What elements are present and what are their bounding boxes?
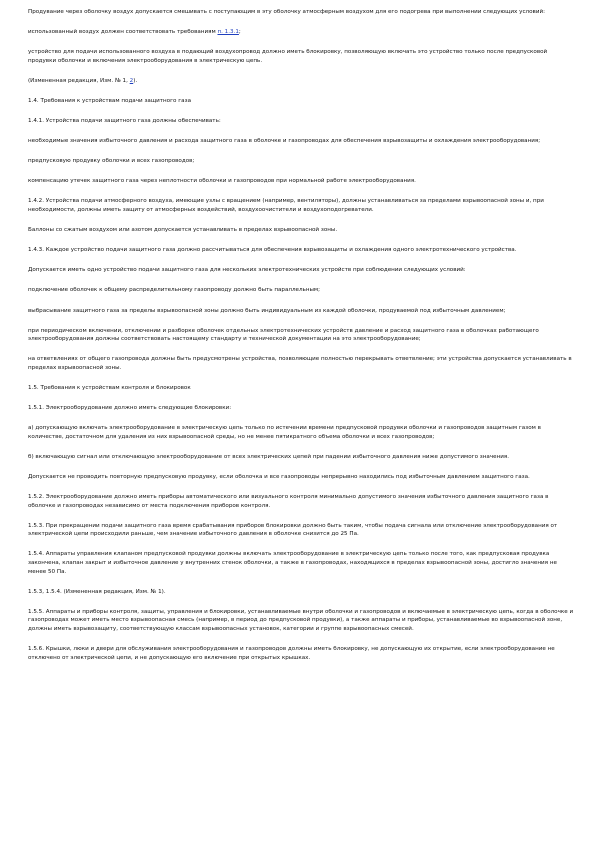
paragraph <box>28 157 576 166</box>
paragraph <box>28 608 576 634</box>
paragraph-text: 1.5.2. Электрооборудование должно иметь приборы автоматического или визуального контроля минимально допустимого значения избыточного давления защитного газа в оболочке и газопроводах независимо от места подключения приборов контроля. <box>28 494 549 509</box>
paragraph <box>28 28 576 37</box>
paragraph <box>28 77 576 86</box>
paragraph <box>28 473 576 482</box>
paragraph-text: 1.5.3, 1.5.4. (Измененная редакция, Изм. № 1). <box>28 588 166 595</box>
paragraph <box>28 246 576 255</box>
paragraph-text: необходимые значения избыточного давления и расхода защитного газа в оболочке и газопроводах для обеспечения взрывозащиты и охлаждения электрооборудования; <box>28 138 541 145</box>
paragraph-text: предпусковую продувку оболочки и всех газопроводов; <box>28 158 195 165</box>
paragraph <box>28 493 576 510</box>
paragraph <box>28 307 576 316</box>
paragraph-text: 1.5. Требования к устройствам контроля и блокировок <box>28 384 191 391</box>
paragraph-text: 1.5.6. Крышки, люки и двери для обслуживания электрооборудования и газопроводов должны иметь блокировку, не допускающую их открытие, если электрооборудование не отключено от электрической цепи, и не допускающую его включение при открытых крышках. <box>28 646 555 661</box>
paragraph-text: 1.4. Требования к устройствам подачи защитного газа <box>28 97 192 104</box>
paragraph <box>28 117 576 126</box>
paragraph <box>28 177 576 186</box>
paragraph <box>28 424 576 441</box>
paragraph <box>28 327 576 344</box>
paragraph-text: использованный воздух должен соответствовать требованиям <box>28 29 218 36</box>
paragraph-text: ; <box>238 29 241 36</box>
paragraph <box>28 355 576 372</box>
paragraph <box>28 522 576 539</box>
paragraph-text: (Измененная редакция, Изм. № 1, <box>28 77 130 84</box>
paragraph-text: 1.5.4. Аппараты управления клапаном предпусковой продувки должны включать электрооборудование в электрическую цепь только после того, как предпусковая продувка закончена, клапан закрыт и избыточное давление у внутренних стенок оболочки, а также в газопроводах, находящихся в пределах взрывоопасной зоны, достигло значения не менее 50 Па. <box>28 551 557 575</box>
paragraph <box>28 97 576 106</box>
paragraph-text: 1.4.3. Каждое устройство подачи защитного газа должно рассчитываться для обеспечения взрывозащиты и охлаждения одного электротехнического устройства. <box>28 247 517 254</box>
paragraph-text: выбрасывание защитного газа за пределы взрывоопасной зоны должно быть индивидуальным из каждой оболочки, продуваемой под избыточным давлением; <box>28 307 506 314</box>
paragraph <box>28 48 576 65</box>
paragraph <box>28 384 576 393</box>
paragraph-text: подключение оболочек к общему распределительному газопроводу должно быть параллельным; <box>28 287 321 294</box>
paragraph-text: б) включающую сигнал или отключающую электрооборудование от всех электрических цепей при падении избыточного давления ниже допустимого значения. <box>28 453 510 460</box>
paragraph-text: компенсацию утечек защитного газа через неплотности оболочки и газопроводов при нормальной работе электрооборудования. <box>28 178 416 185</box>
paragraph <box>28 266 576 275</box>
paragraph-text: а) допускающую включать электрооборудование в электрическую цепь только по истечении времени предпусковой продувки оболочки и газопроводов защитным газом в количестве, достаточном для удаления из них взрывоопасной среды, но не менее пятикратного объема оболочки и всех газопроводов; <box>28 425 541 440</box>
cross-reference-link[interactable]: 2 <box>129 77 134 84</box>
paragraph-text: при периодическом включении, отключении и разборке оболочек отдельных электротехнических устройств давление и расход защитного газа в оболочках работающего электрооборудования должны соответствовать настоящему стандарту и технической документации на это электрооборудование; <box>28 327 539 343</box>
paragraph-text: Продувание через оболочку воздух допускается смешивать с поступающим в эту оболочку атмосферным воздухом для его подогрева при выполнении следующих условий: <box>28 9 545 15</box>
paragraph-text: 1.5.1. Электрооборудование должно иметь следующие блокировки: <box>28 405 232 412</box>
paragraph-text: на ответвлениях от общего газопровода должны быть предусмотрены устройства, позволяющие полностью перекрывать ответвление; эти устройства допускается устанавливать в пределах взрывоопасной зоны. <box>28 356 572 371</box>
paragraph <box>28 8 576 17</box>
paragraph <box>28 645 576 662</box>
paragraph <box>28 453 576 462</box>
paragraph-text: устройство для подачи использованного воздуха в подающий воздухопровод должно иметь блокировку, позволяющую включать это устройство только после предпусковой продувки оболочки и включения электрооборудования в электрическую цепь. <box>28 49 548 64</box>
paragraph-text: 1.4.1. Устройства подачи защитного газа должны обеспечивать: <box>28 118 221 125</box>
paragraph <box>28 137 576 146</box>
paragraph <box>28 286 576 295</box>
paragraph <box>28 404 576 413</box>
paragraph-text: 1.4.2. Устройства подачи атмосферного воздуха, имеющие узлы с вращением (например, вентиляторы), должны устанавливаться за пределами взрывоопасной зоны и, при необходимости, должны иметь защиту от атмосферных воздействий, воздухоочистители и воздухоподогреватели. <box>28 198 544 214</box>
paragraph-text: 1.5.3. При прекращении подачи защитного газа время срабатывания приборов блокировки должно быть таким, чтобы подача сигнала или отключение электрооборудования от электрической цепи происходили раньше, чем значение избыточного давления в оболочке снизится до 25 Па. <box>28 522 558 538</box>
cross-reference-link[interactable]: п. 1.3.1 <box>217 29 239 36</box>
paragraph <box>28 550 576 576</box>
paragraph-text: Допускается не проводить повторную предпусковую продувку, если оболочка и все газопроводы непрерывно находились под избыточным давлением защитного газа. <box>28 473 530 480</box>
paragraph <box>28 588 576 597</box>
paragraph <box>28 226 576 235</box>
paragraph-text: ). <box>133 77 138 84</box>
paragraph-text: Допускается иметь одно устройство подачи защитного газа для нескольких электротехнических устройств при соблюдении следующих условий: <box>28 267 466 274</box>
paragraph <box>28 197 576 214</box>
paragraph-text: Баллоны со сжатым воздухом или азотом допускается устанавливать в пределах взрывоопасной зоны. <box>28 227 338 234</box>
paragraph-text: 1.5.5. Аппараты и приборы контроля, защиты, управления и блокировки, устанавливаемые внутри оболочки и газопроводов и включаемые в электрическую цепь, когда в оболочке и газопроводах может иметь место взрывоопасная смесь (например, в период до предпусковой продувки), а также аппараты и приборы, устанавливаемые во взрывоопасной зоне, должны иметь взрывозащиту, соответствующую классам взрывоопасных установок, категории и группе взрывоопасных смесей. <box>28 608 574 632</box>
document-body <box>28 8 576 674</box>
